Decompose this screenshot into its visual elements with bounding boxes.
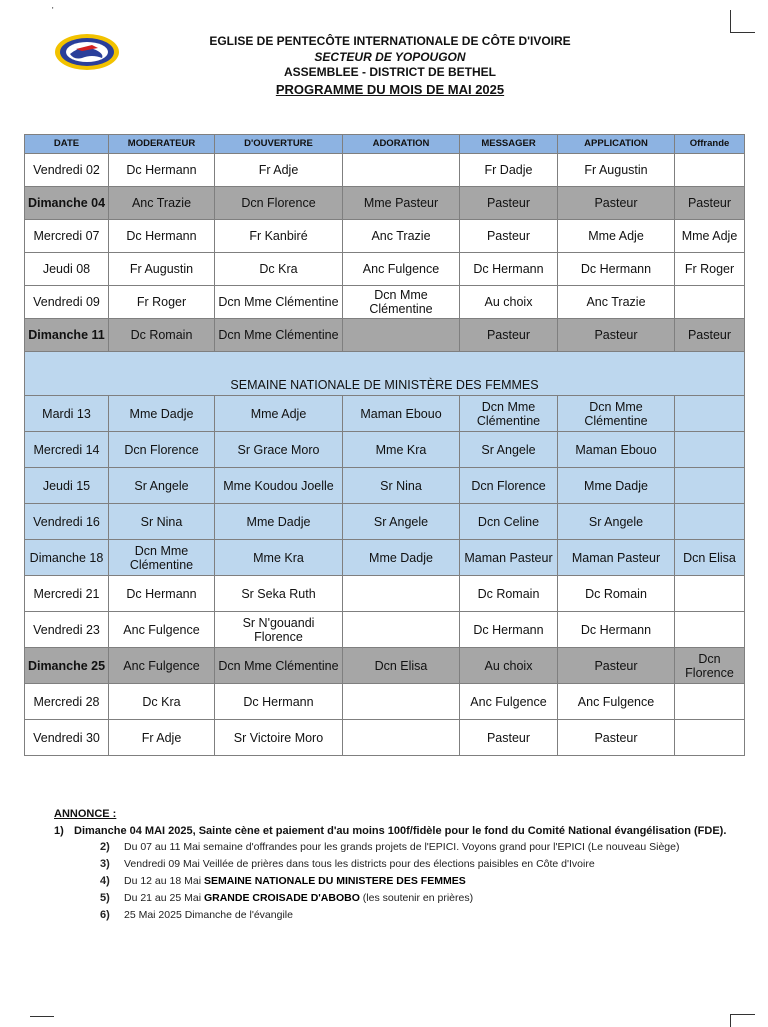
table-cell: Dc Hermann — [558, 612, 675, 648]
table-cell: Dc Hermann — [215, 684, 343, 720]
program-table — [24, 134, 745, 756]
column-header: MODERATEUR — [109, 135, 215, 154]
table-cell: Fr Roger — [675, 253, 745, 286]
program-title: PROGRAMME DU MOIS DE MAI 2025 — [275, 81, 505, 97]
table-cell: Anc Fulgence — [109, 612, 215, 648]
date-cell: Mercredi 07 — [25, 220, 109, 253]
column-header: ADORATION — [343, 135, 460, 154]
announcement-item-6: 6) 25 Mai 2025 Dimanche de l'évangile — [100, 909, 293, 921]
table-cell: Dcn Mme Clémentine — [215, 319, 343, 352]
column-header: D'OUVERTURE — [215, 135, 343, 154]
crop-mark-bottom-left — [30, 1016, 54, 1027]
table-cell — [675, 576, 745, 612]
table-cell: Dc Romain — [558, 576, 675, 612]
table-cell: Pasteur — [558, 187, 675, 220]
table-cell — [675, 286, 745, 319]
table-cell: Pasteur — [675, 319, 745, 352]
table-cell: Sr Nina — [109, 504, 215, 540]
table-cell: Mme Adje — [215, 396, 343, 432]
table-body-part1 — [25, 154, 745, 352]
announcements — [54, 808, 744, 926]
table-cell: Sr Angele — [343, 504, 460, 540]
table-cell: Pasteur — [675, 187, 745, 220]
date-cell: Vendredi 30 — [25, 720, 109, 756]
table-cell: Au choix — [460, 648, 558, 684]
table-cell: Sr N'gouandi Florence — [215, 612, 343, 648]
table-cell — [675, 468, 745, 504]
banner-row — [25, 352, 745, 396]
sector-name: SECTEUR DE YOPOUGON — [314, 49, 466, 64]
date-cell: Jeudi 15 — [25, 468, 109, 504]
table-cell: Mme Adje — [675, 220, 745, 253]
table-cell — [675, 612, 745, 648]
table-cell — [343, 319, 460, 352]
table-row — [25, 576, 745, 612]
date-cell: Jeudi 08 — [25, 253, 109, 286]
table-row — [25, 720, 745, 756]
table-cell: Dcn Celine — [460, 504, 558, 540]
announcement-item-4: 4) Du 12 au 18 Mai SEMAINE NATIONALE DU MINISTERE DES FEMMES — [100, 875, 466, 887]
table-row — [25, 504, 745, 540]
table-cell: Dc Hermann — [558, 253, 675, 286]
table-cell: Sr Angele — [460, 432, 558, 468]
table-cell: Anc Trazie — [109, 187, 215, 220]
table-cell: Fr Kanbiré — [215, 220, 343, 253]
table-cell: Dc Kra — [109, 684, 215, 720]
table-cell: Dc Romain — [109, 319, 215, 352]
table-cell: Sr Grace Moro — [215, 432, 343, 468]
table-cell — [343, 612, 460, 648]
date-cell: Vendredi 09 — [25, 286, 109, 319]
table-cell: Dcn Elisa — [675, 540, 745, 576]
table-cell: Dcn Mme Clémentine — [109, 540, 215, 576]
table-cell: Fr Adje — [215, 154, 343, 187]
column-header: DATE — [25, 135, 109, 154]
table-row — [25, 684, 745, 720]
table-cell — [675, 684, 745, 720]
table-cell: Mme Pasteur — [343, 187, 460, 220]
table-cell: Mme Koudou Joelle — [215, 468, 343, 504]
table-cell — [675, 720, 745, 756]
date-cell: Vendredi 02 — [25, 154, 109, 187]
table-cell — [343, 684, 460, 720]
announcement-item-1: 1) Dimanche 04 MAI 2025, Sainte cène et paiement d'au moins 100f/fidèle pour le fond du Comité National évangélisation (FDE). — [54, 825, 727, 837]
table-cell: Sr Angele — [109, 468, 215, 504]
table-cell: Fr Augustin — [558, 154, 675, 187]
announcement-item-3: 3) Vendredi 09 Mai Veillée de prières dans tous les districts pour des élections paisibles en Côte d'Ivoire — [100, 858, 595, 870]
table-cell: Dcn Mme Clémentine — [215, 286, 343, 319]
table-row — [25, 253, 745, 286]
table-cell — [675, 432, 745, 468]
table-cell: Pasteur — [558, 319, 675, 352]
table-banner-section — [25, 352, 745, 396]
document-header — [130, 34, 650, 97]
table-cell: Anc Trazie — [343, 220, 460, 253]
table-cell — [675, 154, 745, 187]
table-cell: Anc Fulgence — [109, 648, 215, 684]
table-cell: Mme Dadje — [558, 468, 675, 504]
table-cell: Sr Victoire Moro — [215, 720, 343, 756]
table-row — [25, 154, 745, 187]
table-cell: Mme Adje — [558, 220, 675, 253]
table-row — [25, 468, 745, 504]
week-banner: SEMAINE NATIONALE DE MINISTÈRE DES FEMMES — [25, 352, 745, 396]
table-row — [25, 432, 745, 468]
table-cell: Sr Nina — [343, 468, 460, 504]
table-cell: Pasteur — [460, 187, 558, 220]
table-cell: Pasteur — [558, 720, 675, 756]
table-row — [25, 286, 745, 319]
table-cell: Dcn Mme Clémentine — [558, 396, 675, 432]
date-cell: Mercredi 21 — [25, 576, 109, 612]
table-cell: Dc Romain — [460, 576, 558, 612]
district-name: ASSEMBLEE - DISTRICT DE BETHEL — [283, 65, 496, 79]
table-cell: Au choix — [460, 286, 558, 319]
date-cell: Dimanche 04 — [25, 187, 109, 220]
table-cell: Anc Trazie — [558, 286, 675, 319]
table-cell: Dc Hermann — [109, 220, 215, 253]
table-row — [25, 648, 745, 684]
date-cell: Dimanche 18 — [25, 540, 109, 576]
table-cell: Dcn Elisa — [343, 648, 460, 684]
column-header: APPLICATION — [558, 135, 675, 154]
announcements-title: ANNONCE : — [54, 808, 117, 820]
table-cell — [675, 396, 745, 432]
table-cell: Dc Hermann — [109, 576, 215, 612]
table-cell: Dc Hermann — [460, 612, 558, 648]
table-cell: Fr Augustin — [109, 253, 215, 286]
table-cell: Pasteur — [558, 648, 675, 684]
table-cell: Anc Fulgence — [558, 684, 675, 720]
date-cell: Dimanche 25 — [25, 648, 109, 684]
table-cell: Sr Angele — [558, 504, 675, 540]
table-cell: Dcn Mme Clémentine — [460, 396, 558, 432]
table-cell: Dcn Mme Clémentine — [343, 286, 460, 319]
table-cell: Mme Dadje — [109, 396, 215, 432]
column-header: Offrande — [675, 135, 745, 154]
corner-tick: ' — [52, 6, 54, 15]
table-cell: Pasteur — [460, 720, 558, 756]
table-row — [25, 187, 745, 220]
table-row — [25, 396, 745, 432]
table-body-part2 — [25, 396, 745, 576]
table-cell: Maman Ebouo — [343, 396, 460, 432]
date-cell: Vendredi 23 — [25, 612, 109, 648]
table-row — [25, 612, 745, 648]
table-cell: Mme Kra — [215, 540, 343, 576]
table-cell: Dcn Florence — [109, 432, 215, 468]
table-row — [25, 319, 745, 352]
table-cell: Fr Roger — [109, 286, 215, 319]
announcement-item-2: 2) Du 07 au 11 Mai semaine d'offrandes pour les grands projets de l'EPICI. Voyons grand pour l'EPICI (Le nouveau Siège) — [100, 841, 680, 853]
date-cell: Mercredi 14 — [25, 432, 109, 468]
table-cell — [675, 504, 745, 540]
table-cell: Dc Hermann — [109, 154, 215, 187]
table-header-row — [25, 135, 745, 154]
date-cell: Vendredi 16 — [25, 504, 109, 540]
table-cell: Pasteur — [460, 319, 558, 352]
table-cell: Maman Ebouo — [558, 432, 675, 468]
table-cell: Anc Fulgence — [343, 253, 460, 286]
crop-mark-bottom-right — [730, 1014, 755, 1027]
church-name: EGLISE DE PENTECÔTE INTERNATIONALE DE CÔTE D'IVOIRE — [209, 34, 571, 48]
table-cell: Anc Fulgence — [460, 684, 558, 720]
table-cell — [343, 154, 460, 187]
table-cell: Fr Dadje — [460, 154, 558, 187]
church-logo-icon — [52, 32, 122, 72]
date-cell: Dimanche 11 — [25, 319, 109, 352]
table-cell: Mme Kra — [343, 432, 460, 468]
crop-mark-top-right — [730, 10, 755, 33]
table-cell — [343, 720, 460, 756]
table-cell: Sr Seka Ruth — [215, 576, 343, 612]
table-cell: Maman Pasteur — [460, 540, 558, 576]
table-cell: Fr Adje — [109, 720, 215, 756]
table-cell: Dcn Florence — [460, 468, 558, 504]
date-cell: Mercredi 28 — [25, 684, 109, 720]
table-body-part3 — [25, 576, 745, 756]
table-row — [25, 540, 745, 576]
table-cell: Maman Pasteur — [558, 540, 675, 576]
table-cell: Dcn Mme Clémentine — [215, 648, 343, 684]
table-cell: Mme Dadje — [343, 540, 460, 576]
table-cell: Dc Kra — [215, 253, 343, 286]
column-header: MESSAGER — [460, 135, 558, 154]
table-cell: Dc Hermann — [460, 253, 558, 286]
table-cell: Dcn Florence — [675, 648, 745, 684]
table-row — [25, 220, 745, 253]
date-cell: Mardi 13 — [25, 396, 109, 432]
table-cell: Mme Dadje — [215, 504, 343, 540]
table-cell: Pasteur — [460, 220, 558, 253]
table-cell: Dcn Florence — [215, 187, 343, 220]
table-cell — [343, 576, 460, 612]
announcement-item-5: 5) Du 21 au 25 Mai GRANDE CROISADE D'ABOBO (les soutenir en prières) — [100, 892, 474, 904]
